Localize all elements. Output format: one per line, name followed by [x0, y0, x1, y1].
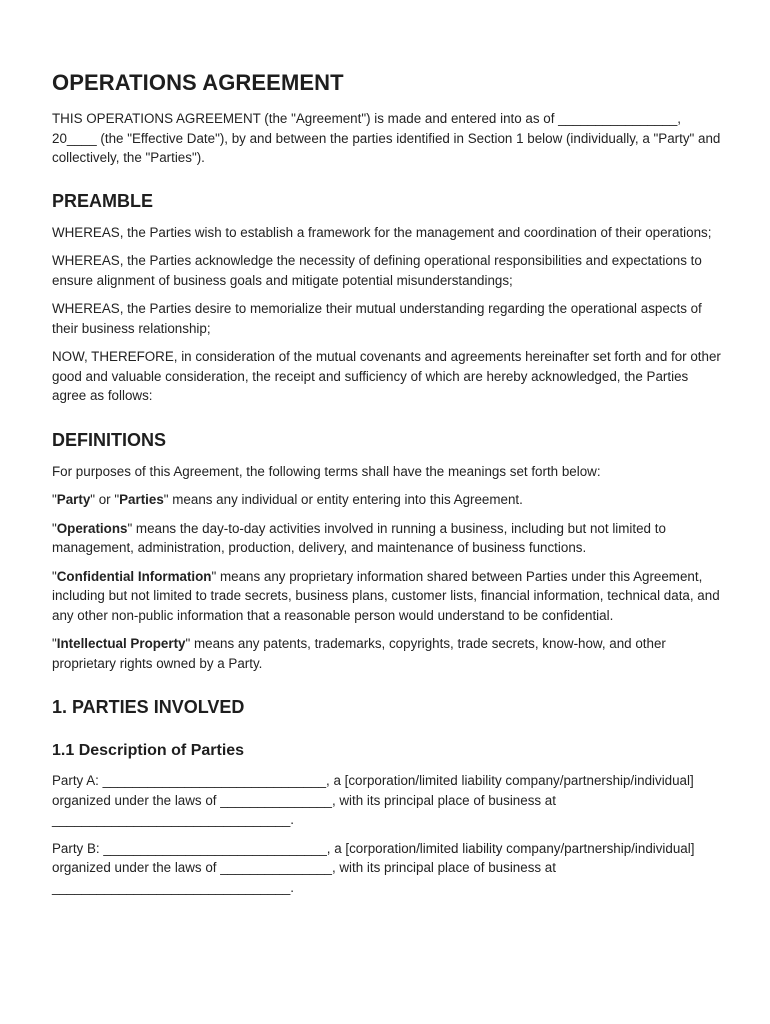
definitions-heading: DEFINITIONS	[52, 429, 167, 450]
quote-mark: "	[52, 520, 57, 536]
document-title: OPERATIONS AGREEMENT	[52, 70, 344, 95]
definition-text: " means the day-to-day activities involved in running a business, including but not limited to management, administration, production, delivery, and maintenance of business functions.	[52, 520, 666, 555]
preamble-paragraph: WHEREAS, the Parties desire to memorialize their mutual understanding regarding the operational aspects of their business relationship;	[52, 301, 702, 336]
document-body	[52, 70, 722, 906]
defined-term: Operations	[56, 520, 128, 536]
definition-operations	[52, 519, 722, 558]
quote-mark: "	[52, 568, 57, 584]
definition-text: " means any patents, trademarks, copyrights, trade secrets, know-how, and other proprietary rights owned by a Party.	[52, 636, 666, 671]
preamble-heading: PREAMBLE	[52, 190, 154, 211]
definition-text: " means any individual or entity entering into this Agreement.	[163, 492, 523, 507]
preamble-paragraph: WHEREAS, the Parties acknowledge the necessity of defining operational responsibilities and expectations to ensure alignment of business goals and mitigate potential misunderstandings;	[52, 253, 702, 288]
definition-confidential-information	[52, 567, 722, 626]
intro-paragraph: THIS OPERATIONS AGREEMENT (the "Agreement") is made and entered into as of ________________, 20____ (the "Effective Date"), by and between the parties identified in Section 1 below (individually, a "Party" and collectively, the "Parties").	[52, 111, 721, 165]
definition-text: " or "	[90, 492, 120, 507]
defined-term: Parties	[119, 492, 164, 507]
definition-party	[52, 490, 722, 510]
parties-heading: 1. PARTIES INVOLVED	[52, 697, 245, 717]
preamble-paragraph: WHEREAS, the Parties wish to establish a framework for the management and coordination of their operations;	[52, 224, 712, 240]
party-a-paragraph: Party A: ______________________________, a [corporation/limited liability company/partnership/individual] organized under the laws of _______________, with its principal place of business at ________________________________.	[52, 773, 694, 827]
defined-term: Intellectual Property	[56, 636, 186, 651]
preamble-paragraph: NOW, THEREFORE, in consideration of the mutual covenants and agreements hereinafter set forth and for other good and valuable consideration, the receipt and sufficiency of which are hereby acknowledged, the Parties agree as follows:	[52, 349, 721, 403]
quote-mark: "	[52, 492, 57, 507]
definitions-lead: For purposes of this Agreement, the following terms shall have the meanings set forth below:	[52, 463, 601, 479]
parties-subheading: 1.1 Description of Parties	[52, 742, 245, 759]
defined-term: Party	[56, 492, 91, 507]
quote-mark: "	[52, 636, 57, 651]
definition-text: " means any proprietary information shared between Parties under this Agreement, including but not limited to trade secrets, business plans, customer lists, financial information, technical data, and any other non-public information that a reasonable person would understand to be confidential.	[52, 568, 720, 623]
party-b-paragraph: Party B: ______________________________, a [corporation/limited liability company/partnership/individual] organized under the laws of _______________, with its principal place of business at ________________________________.	[52, 840, 695, 895]
definition-intellectual-property	[52, 634, 722, 673]
defined-term: Confidential Information	[56, 568, 212, 584]
